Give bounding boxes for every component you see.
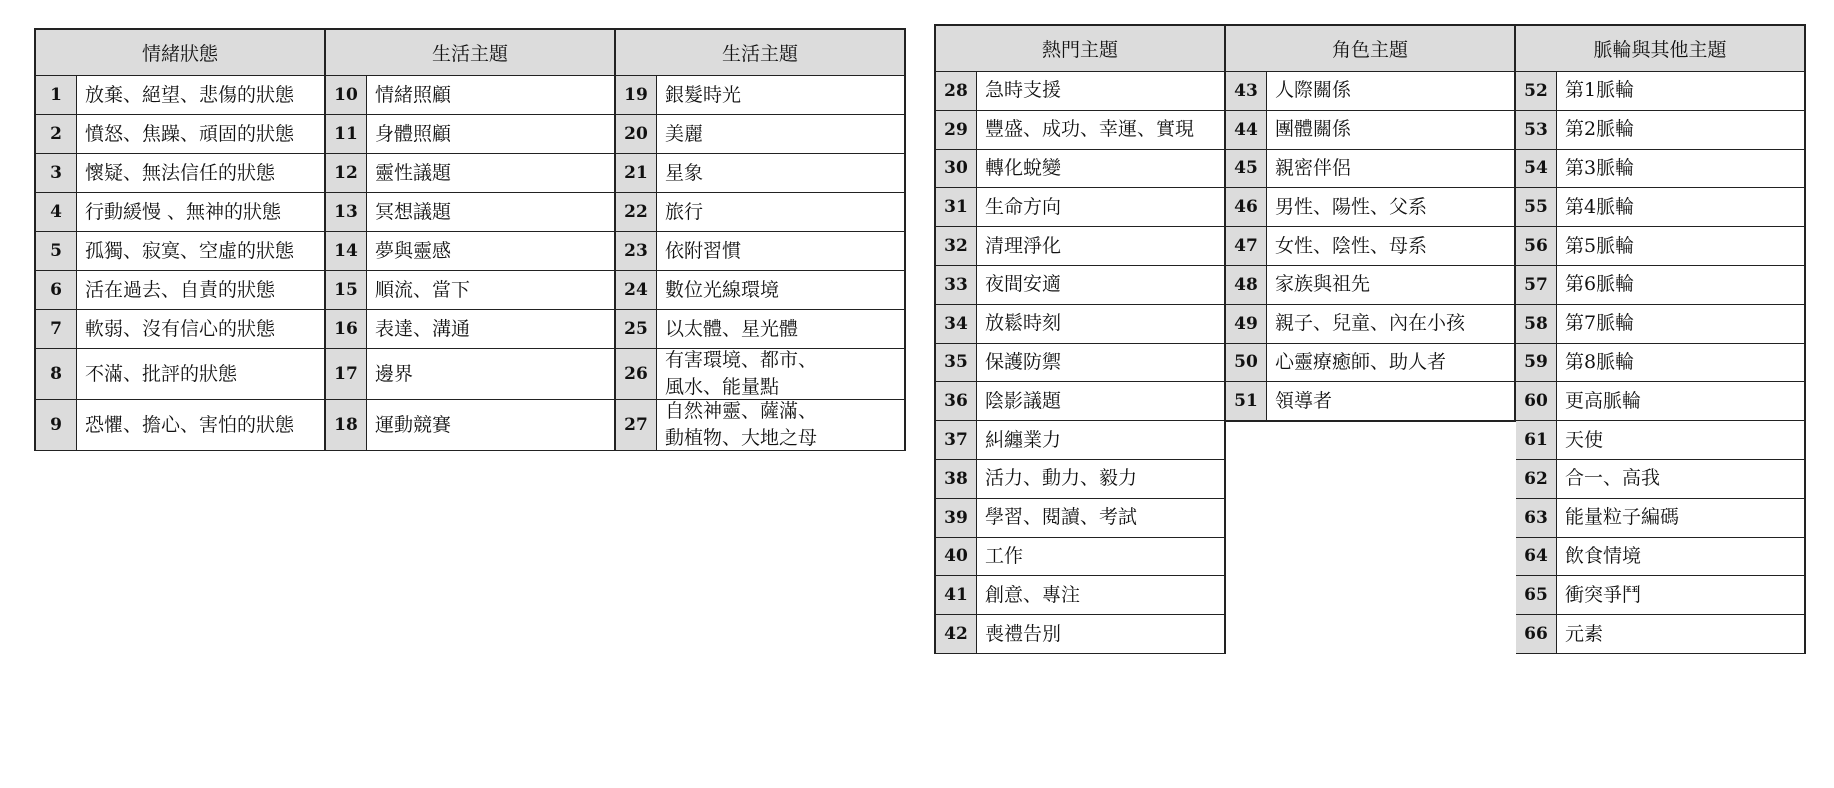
topic-number: 45 (1226, 150, 1267, 189)
topic-label: 依附習慣 (657, 232, 906, 271)
topic-number: 5 (36, 232, 77, 271)
left-topic-table (34, 28, 906, 451)
topic-label: 第1脈輪 (1557, 72, 1806, 111)
topic-label: 保護防禦 (977, 344, 1226, 383)
topic-label: 人際關係 (1267, 72, 1516, 111)
topic-number: 46 (1226, 188, 1267, 227)
topic-number: 47 (1226, 227, 1267, 266)
topic-number: 10 (326, 76, 367, 115)
empty-cell (1226, 499, 1516, 538)
topic-label: 第6脈輪 (1557, 266, 1806, 305)
topic-number: 33 (936, 266, 977, 305)
topic-number: 48 (1226, 266, 1267, 305)
topic-label: 衝突爭鬥 (1557, 576, 1806, 615)
topic-label: 心靈療癒師、助人者 (1267, 344, 1516, 383)
topic-number: 21 (616, 154, 657, 193)
topic-label: 男性、陽性、父系 (1267, 188, 1516, 227)
topic-number: 11 (326, 115, 367, 154)
topic-number: 51 (1226, 382, 1267, 421)
topic-number: 24 (616, 271, 657, 310)
topic-label: 憤怒、焦躁、頑固的狀態 (77, 115, 326, 154)
topic-label: 親子、兒童、內在小孩 (1267, 305, 1516, 344)
topic-number: 42 (936, 615, 977, 654)
topic-number: 65 (1516, 576, 1557, 615)
right-topic-table (934, 24, 1806, 654)
topic-number: 64 (1516, 538, 1557, 577)
topic-number: 1 (36, 76, 77, 115)
topic-number: 37 (936, 421, 977, 460)
topic-label: 生命方向 (977, 188, 1226, 227)
topic-number: 13 (326, 193, 367, 232)
topic-label: 家族與祖先 (1267, 266, 1516, 305)
topic-label: 活在過去、自責的狀態 (77, 271, 326, 310)
topic-label: 行動緩慢 、無神的狀態 (77, 193, 326, 232)
topic-label: 合一、高我 (1557, 460, 1806, 499)
topic-number: 38 (936, 460, 977, 499)
topic-label: 轉化蛻變 (977, 150, 1226, 189)
topic-label: 團體關係 (1267, 111, 1516, 150)
topic-label: 自然神靈、薩滿、 動植物、大地之母 (657, 400, 906, 451)
column-header: 生活主題 (326, 30, 616, 76)
topic-label: 女性、陰性、母系 (1267, 227, 1516, 266)
topic-number: 54 (1516, 150, 1557, 189)
topic-label: 身體照顧 (367, 115, 616, 154)
topic-label: 活力、動力、毅力 (977, 460, 1226, 499)
topic-number: 15 (326, 271, 367, 310)
column-header: 脈輪與其他主題 (1516, 26, 1806, 72)
topic-number: 2 (36, 115, 77, 154)
topic-label: 靈性議題 (367, 154, 616, 193)
topic-number: 31 (936, 188, 977, 227)
topic-label: 邊界 (367, 349, 616, 400)
topic-label: 順流、當下 (367, 271, 616, 310)
topic-label: 喪禮告別 (977, 615, 1226, 654)
topic-label: 放棄、絕望、悲傷的狀態 (77, 76, 326, 115)
topic-label: 豐盛、成功、幸運、實現 (977, 111, 1226, 150)
topic-number: 58 (1516, 305, 1557, 344)
topic-number: 43 (1226, 72, 1267, 111)
topic-number: 29 (936, 111, 977, 150)
empty-cell (1226, 538, 1516, 577)
topic-label: 清理淨化 (977, 227, 1226, 266)
topic-label: 不滿、批評的狀態 (77, 349, 326, 400)
topic-label: 能量粒子編碼 (1557, 499, 1806, 538)
topic-label: 星象 (657, 154, 906, 193)
topic-number: 9 (36, 400, 77, 451)
topic-label: 第8脈輪 (1557, 344, 1806, 383)
topic-number: 59 (1516, 344, 1557, 383)
topic-label: 親密伴侶 (1267, 150, 1516, 189)
topic-label: 冥想議題 (367, 193, 616, 232)
topic-label: 數位光線環境 (657, 271, 906, 310)
topic-number: 62 (1516, 460, 1557, 499)
topic-number: 18 (326, 400, 367, 451)
topic-label: 銀髮時光 (657, 76, 906, 115)
topic-number: 57 (1516, 266, 1557, 305)
topic-label: 夢與靈感 (367, 232, 616, 271)
topic-number: 4 (36, 193, 77, 232)
topic-number: 36 (936, 382, 977, 421)
topic-label: 急時支援 (977, 72, 1226, 111)
topic-label: 天使 (1557, 421, 1806, 460)
topic-number: 23 (616, 232, 657, 271)
topic-label: 工作 (977, 538, 1226, 577)
topic-number: 22 (616, 193, 657, 232)
topic-label: 陰影議題 (977, 382, 1226, 421)
topic-number: 39 (936, 499, 977, 538)
empty-cell (1226, 615, 1516, 654)
topic-number: 12 (326, 154, 367, 193)
topic-number: 28 (936, 72, 977, 111)
topic-label: 第2脈輪 (1557, 111, 1806, 150)
topic-number: 66 (1516, 615, 1557, 654)
topic-number: 61 (1516, 421, 1557, 460)
topic-label: 學習、閱讀、考試 (977, 499, 1226, 538)
empty-cell (1226, 460, 1516, 499)
topic-label: 懷疑、無法信任的狀態 (77, 154, 326, 193)
empty-cell (1226, 576, 1516, 615)
column-header: 熱門主題 (936, 26, 1226, 72)
topic-label: 更高脈輪 (1557, 382, 1806, 421)
topic-number: 44 (1226, 111, 1267, 150)
topic-label: 運動競賽 (367, 400, 616, 451)
empty-cell (1226, 421, 1516, 460)
topic-number: 27 (616, 400, 657, 451)
topic-number: 7 (36, 310, 77, 349)
topic-label: 第7脈輪 (1557, 305, 1806, 344)
topic-number: 30 (936, 150, 977, 189)
topic-label: 夜間安適 (977, 266, 1226, 305)
topic-label: 第3脈輪 (1557, 150, 1806, 189)
topic-number: 60 (1516, 382, 1557, 421)
topic-label: 第5脈輪 (1557, 227, 1806, 266)
topic-number: 40 (936, 538, 977, 577)
topic-number: 56 (1516, 227, 1557, 266)
topic-number: 32 (936, 227, 977, 266)
topic-label: 創意、專注 (977, 576, 1226, 615)
topic-label: 糾纏業力 (977, 421, 1226, 460)
topic-label: 旅行 (657, 193, 906, 232)
column-header: 角色主題 (1226, 26, 1516, 72)
topic-number: 8 (36, 349, 77, 400)
topic-number: 6 (36, 271, 77, 310)
topic-number: 50 (1226, 344, 1267, 383)
topic-number: 49 (1226, 305, 1267, 344)
topic-number: 63 (1516, 499, 1557, 538)
topic-number: 34 (936, 305, 977, 344)
topic-label: 領導者 (1267, 382, 1516, 421)
topic-number: 35 (936, 344, 977, 383)
topic-label: 第4脈輪 (1557, 188, 1806, 227)
topic-label: 恐懼、擔心、害怕的狀態 (77, 400, 326, 451)
topic-number: 17 (326, 349, 367, 400)
topic-number: 3 (36, 154, 77, 193)
topic-number: 52 (1516, 72, 1557, 111)
topic-label: 放鬆時刻 (977, 305, 1226, 344)
topic-label: 情緒照顧 (367, 76, 616, 115)
topic-label: 表達、溝通 (367, 310, 616, 349)
column-header: 生活主題 (616, 30, 906, 76)
topic-number: 26 (616, 349, 657, 400)
topic-number: 19 (616, 76, 657, 115)
topic-number: 41 (936, 576, 977, 615)
topic-number: 20 (616, 115, 657, 154)
topic-label: 有害環境、都市、 風水、能量點 (657, 349, 906, 400)
topic-label: 以太體、星光體 (657, 310, 906, 349)
topic-number: 14 (326, 232, 367, 271)
topic-label: 元素 (1557, 615, 1806, 654)
topic-label: 軟弱、沒有信心的狀態 (77, 310, 326, 349)
topic-number: 16 (326, 310, 367, 349)
topic-label: 飲食情境 (1557, 538, 1806, 577)
topic-label: 美麗 (657, 115, 906, 154)
topic-number: 55 (1516, 188, 1557, 227)
column-header: 情緒狀態 (36, 30, 326, 76)
topic-number: 53 (1516, 111, 1557, 150)
topic-label: 孤獨、寂寞、空虛的狀態 (77, 232, 326, 271)
topic-number: 25 (616, 310, 657, 349)
